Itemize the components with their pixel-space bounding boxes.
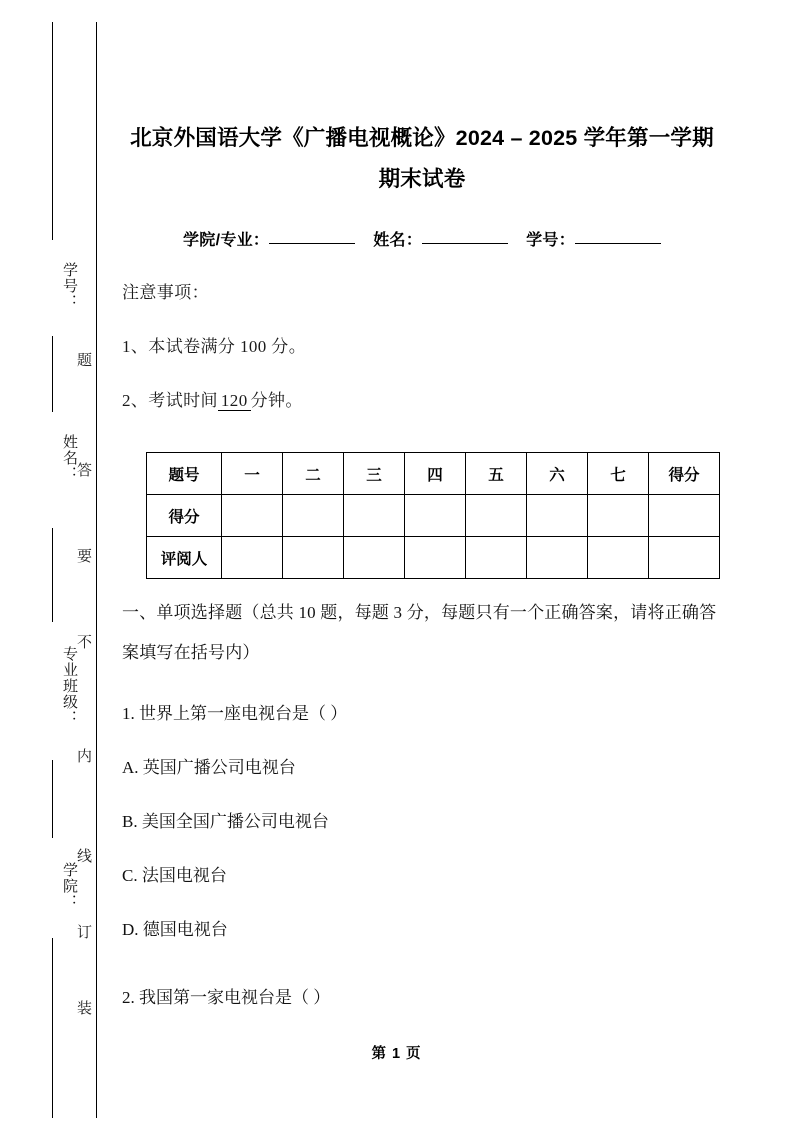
field-blank-name[interactable]: [422, 243, 508, 244]
score-table-header-cell: 一: [222, 453, 283, 495]
binding-field-label-3: 专业班级：: [61, 646, 77, 726]
score-table-cell[interactable]: [283, 537, 344, 579]
field-label-student-id: 学号：: [526, 232, 576, 249]
score-table-header-cell: 得分: [649, 453, 720, 495]
binding-warning-char-7: 订: [75, 924, 91, 939]
binding-warning-char-3: 要: [75, 548, 91, 563]
score-table-cell[interactable]: [222, 537, 283, 579]
score-table-cell[interactable]: [588, 495, 649, 537]
score-table-cell[interactable]: [405, 495, 466, 537]
score-table-cell[interactable]: [527, 495, 588, 537]
questions-section: [122, 579, 722, 1025]
table-row: [147, 495, 720, 537]
binding-field-label-1: 学号：: [61, 262, 77, 310]
page-footer: 第 1 页: [371, 1046, 422, 1062]
score-table-cell[interactable]: [527, 537, 588, 579]
score-table-header-cell: 七: [588, 453, 649, 495]
score-table-container: [122, 428, 722, 579]
score-table-header-cell: 四: [405, 453, 466, 495]
notes-section: [122, 250, 722, 428]
score-table-cell[interactable]: [649, 495, 720, 537]
note-item-2: [122, 374, 722, 428]
score-table-cell[interactable]: [222, 495, 283, 537]
score-table-cell[interactable]: [283, 495, 344, 537]
notes-heading: 注意事项：: [122, 283, 209, 302]
question-stem: 1. 世界上第一座电视台是（ ）: [122, 704, 348, 723]
binding-field-label-4: 学院：: [61, 862, 77, 910]
binding-warning-char-4: 不: [75, 634, 91, 649]
score-table-header-cell: 三: [344, 453, 405, 495]
field-blank-student-id[interactable]: [575, 243, 661, 244]
question-stem: 2. 我国第一家电视台是（ ）: [122, 988, 331, 1007]
question-option[interactable]: C. 法国电视台: [122, 866, 227, 885]
binding-vertical-rule: [96, 22, 97, 1118]
question-option[interactable]: A. 英国广播公司电视台: [122, 758, 296, 777]
score-table-cell[interactable]: [649, 537, 720, 579]
score-table-header-cell: 题号: [147, 453, 222, 495]
binding-warning-char-6: 线: [75, 848, 91, 863]
score-table-header-cell: 六: [527, 453, 588, 495]
score-table-row-header: 得分: [147, 495, 222, 537]
exam-duration-value: 120: [218, 391, 251, 411]
score-table-cell[interactable]: [344, 495, 405, 537]
binding-warning-char-2: 答: [75, 462, 91, 477]
score-table-cell[interactable]: [466, 495, 527, 537]
score-table-cell[interactable]: [405, 537, 466, 579]
field-label-college-major: 学院/专业：: [182, 232, 270, 249]
question-section-heading: 一、单项选择题（总共 10 题，每题 3 分，每题只有一个正确答案，请将正确答案填写在括号内）: [122, 603, 717, 662]
binding-blank-line-1: [52, 22, 53, 240]
field-blank-college-major[interactable]: [269, 243, 355, 244]
binding-blank-line-5: [52, 938, 53, 1118]
table-row: [147, 537, 720, 579]
question-list: [122, 673, 722, 1025]
page-title: 北京外国语大学《广播电视概论》2024 – 2025 学年第一学期期末试卷: [130, 126, 714, 191]
binding-warning-char-1: 题: [75, 352, 91, 367]
binding-blank-line-4: [52, 760, 53, 838]
exam-paper-body: [122, 0, 722, 1025]
score-table: [146, 452, 720, 579]
binding-warning-char-5: 内: [75, 748, 91, 763]
score-table-cell[interactable]: [344, 537, 405, 579]
score-table-header-cell: 五: [466, 453, 527, 495]
note-item-2-before: 2、考试时间: [122, 391, 218, 410]
note-item-2-after: 分钟。: [250, 391, 303, 410]
student-info-fields: [122, 200, 722, 250]
score-table-row-header: 评阅人: [147, 537, 222, 579]
question-option[interactable]: B. 美国全国广播公司电视台: [122, 812, 329, 831]
score-table-header-cell: 二: [283, 453, 344, 495]
score-table-cell[interactable]: [466, 537, 527, 579]
note-item-1: 1、本试卷满分 100 分。: [122, 337, 307, 356]
field-label-name: 姓名：: [373, 232, 423, 249]
binding-field-label-2: 姓名：: [61, 434, 77, 482]
score-table-cell[interactable]: [588, 537, 649, 579]
binding-blank-line-2: [52, 336, 53, 412]
binding-warning-char-8: 装: [75, 1000, 91, 1015]
binding-blank-line-3: [52, 528, 53, 622]
table-row: [147, 453, 720, 495]
question-option[interactable]: D. 德国电视台: [122, 920, 228, 939]
binding-margin: [0, 0, 100, 1122]
